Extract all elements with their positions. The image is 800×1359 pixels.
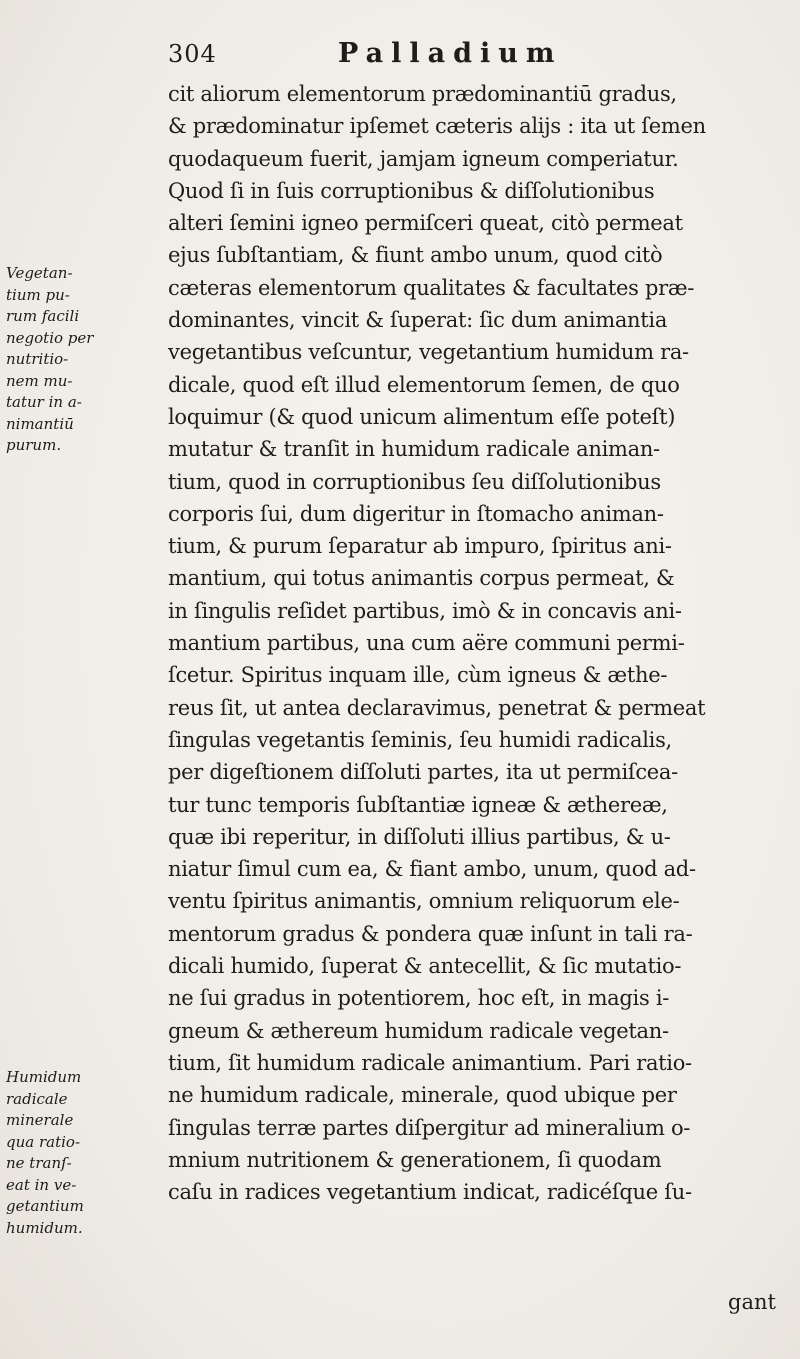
page-header: [168, 40, 768, 76]
running-title: Palladium: [338, 38, 563, 69]
text-line: ſingulas terræ partes diſpergitur ad mineralium o-: [168, 1115, 691, 1140]
text-line: tur tunc temporis ſubſtantiæ igneæ & æthereæ,: [168, 792, 668, 817]
text-line: dicale, quod eſt illud elementorum ſemen, de quo: [168, 372, 680, 397]
margin-note-line: qua ratio-: [6, 1132, 81, 1151]
text-line: ventu ſpiritus animantis, omnium reliquorum ele-: [168, 889, 680, 914]
text-line: ſingulas vegetantis ſeminis, ſeu humidi radicalis,: [168, 727, 672, 752]
text-line: ſcetur. Spiritus inquam ille, cùm igneus & æthe-: [168, 663, 668, 688]
text-line: & prædominatur ipſemet cæteris alijs : ita ut ſemen: [168, 114, 706, 139]
page-number: 304: [168, 40, 217, 68]
text-line: corporis ſui, dum digeritur in ſtomacho animan-: [168, 501, 664, 526]
text-line: tium, ſit humidum radicale animantium. Pari ratio-: [168, 1050, 692, 1075]
margin-note-humidum: [6, 1067, 116, 1239]
margin-note-line: radicale: [6, 1089, 68, 1108]
text-line: Quod ſi in ſuis corruptionibus & diſſolutionibus: [168, 178, 655, 203]
margin-note-line: tatur in a-: [6, 393, 82, 411]
text-line: tium, & purum ſeparatur ab impuro, ſpiritus ani-: [168, 534, 672, 559]
text-line: reus ſit, ut antea declaravimus, penetrat & permeat: [168, 695, 706, 720]
text-line: ne humidum radicale, minerale, quod ubique per: [168, 1083, 677, 1108]
margin-note-vegetantium: [6, 263, 116, 457]
margin-note-line: negotio per: [6, 328, 94, 347]
text-line: mutatur & tranſit in humidum radicale animan-: [168, 437, 660, 462]
margin-note-line: nutritio-: [6, 350, 69, 368]
text-line: alteri ſemini igneo permiſceri queat, citò permeat: [168, 211, 683, 236]
text-line: cæteras elementorum qualitates & facultates præ-: [168, 275, 695, 300]
margin-note-line: humidum.: [6, 1218, 83, 1237]
text-line: ne ſui gradus in potentiorem, hoc eſt, in magis i-: [168, 986, 670, 1011]
text-line: gneum & æthereum humidum radicale vegetan-: [168, 1018, 669, 1043]
text-line: mnium nutritionem & generationem, ſi quodam: [168, 1147, 662, 1172]
text-line: per digeſtionem diſſoluti partes, ita ut permiſcea-: [168, 760, 678, 785]
margin-note-line: eat in ve-: [6, 1175, 77, 1194]
text-line: mantium partibus, una cum aëre communi permi-: [168, 631, 685, 656]
margin-note-line: minerale: [6, 1111, 74, 1129]
text-line: mantium, qui totus animantis corpus permeat, &: [168, 566, 675, 591]
body-text: [168, 78, 784, 1208]
margin-note-line: getantium: [6, 1197, 84, 1215]
margin-note-line: Humidum: [6, 1068, 82, 1086]
margin-note-line: ne tranſ-: [6, 1154, 72, 1172]
text-line: in ſingulis reſidet partibus, imò & in concavis ani-: [168, 598, 682, 623]
text-line: vegetantibus veſcuntur, vegetantium humidum ra-: [168, 340, 689, 365]
text-line: niatur ſimul cum ea, & fiant ambo, unum, quod ad-: [168, 857, 696, 882]
text-line: tium, quod in corruptionibus ſeu diſſolutionibus: [168, 469, 661, 494]
margin-note-line: Vegetan-: [6, 264, 73, 282]
margin-note-line: nem mu-: [6, 371, 73, 390]
text-line: dominantes, vincit & ſuperat: ſic dum animantia: [168, 308, 668, 333]
catchword: gant: [728, 1290, 776, 1314]
margin-note-line: tium pu-: [6, 285, 70, 304]
margin-note-line: purum.: [6, 436, 62, 454]
text-line: quodaqueum fuerit, jamjam igneum comperiatur.: [168, 146, 679, 171]
margin-note-line: rum facili: [6, 307, 80, 325]
text-line: caſu in radices vegetantium indicat, radicéſque ſu-: [168, 1180, 692, 1205]
text-line: cit aliorum elementorum prædominantiū gradus,: [168, 82, 677, 106]
text-line: ejus ſubſtantiam, & fiunt ambo unum, quod citò: [168, 243, 663, 268]
text-line: dicali humido, ſuperat & antecellit, & ſic mutatio-: [168, 954, 682, 979]
text-line: loquimur (& quod unicum alimentum eſſe poteſt): [168, 404, 676, 429]
margin-note-line: nimantiū: [6, 414, 74, 433]
text-line: quæ ibi reperitur, in diſſoluti illius partibus, & u-: [168, 824, 671, 849]
text-line: mentorum gradus & pondera quæ inſunt in tali ra-: [168, 921, 693, 946]
